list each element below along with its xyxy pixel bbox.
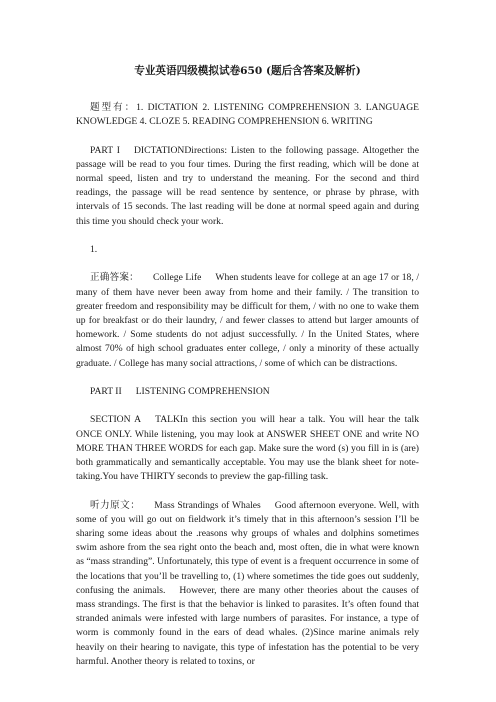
item-number — [76, 243, 419, 257]
part1-directions — [76, 144, 419, 229]
answer-title: College Life — [152, 272, 202, 284]
transcript-block — [76, 499, 419, 669]
answer-block — [76, 271, 419, 370]
transcript-label: 听力原文： — [90, 499, 141, 511]
question-types-text: 题型有：1. DICTATION 2. LISTENING COMPREHENSION 3. LANGUAGE KNOWLEDGE 4. CLOZE 5. READING COMPREHENSION 6. WRITING — [76, 102, 419, 128]
answer-body: When students leave for college at an age 17 or 18, / many of them have never been away from home and their family. / The transition to greater freedom and responsibility may be difficult for them, / with no one to wake them up for breakfast or do their laundry, / and fewer classes to attend but larger amounts of homework. / Some students do not adjust successfully. / In the United States, where almost 70% of high school graduates enter college, / only a minority of these actually graduate. / College has many social attractions, / some of which can be distractions. — [76, 272, 420, 369]
item-number-text: 1. — [90, 244, 98, 255]
answer-label: 正确答案： — [90, 272, 139, 284]
section-a-body: In this section you will hear a talk. You will hear the talk ONCE ONLY. While listening, you may look at ANSWER SHEET ONE and write NO MORE THAN THREE WORDS for each gap. Make sure the word (s) you fill in is (are) both grammatically and semantically acceptable. You may use the blank sheet for note-taking.You have THIRTY seconds to preview the gap-filling task. — [76, 414, 419, 483]
document-title: 专业英语四级模拟试卷650 (题后含答案及解析) — [134, 65, 361, 77]
part2-heading: LISTENING COMPREHENSION — [135, 386, 270, 397]
part1-label: PART I — [90, 144, 120, 156]
transcript-body-continued: However, there are many other theories about the causes of mass strandings. The first is that the behavior is linked to parasites. It’s often found that stranded animals were infested with large numbers of parasites. For instance, a type of worm is commonly found in the ears of dead whales. (2)Since marine animals rely heavily on their hearing to navigate, this type of infestation has the potential to be very harmful. Another theory is related to toxins, or — [76, 584, 419, 667]
section-a-heading: TALK — [155, 414, 180, 426]
transcript-body: Good afternoon everyone. Well, with some of you will go out on fieldwork it’s timely that in this afternoon’s session I’ll be sharing some ideas about the .reasons why groups of whales and dolphins sometimes swim ashore from the sea right onto the beach and, most often, die in what were known as “mass stranding”. Unfortunately, this type of event is a frequent occurrence in some of the locations that you’ll be travelling to, (1) where sometimes the tide goes out suddenly, confusing the animals. — [76, 499, 420, 596]
part1-body: Directions: Listen to the following passage. Altogether the passage will be read to you four times. During the first reading, which will be done at normal speed, listen and try to understand the meaning. For the second and third readings, the passage will be read sentence by sentence, or phrase by phrase, with intervals of 15 seconds. The last reading will be done at normal speed again and during this time you should check your work. — [76, 144, 419, 227]
transcript-title: Mass Strandings of Whales — [154, 499, 261, 511]
part2-heading-line — [76, 385, 419, 399]
section-a-label: SECTION A — [90, 414, 142, 426]
question-types-line — [76, 101, 419, 129]
part1-heading: DICTATION — [133, 144, 185, 156]
section-a-directions — [76, 413, 419, 484]
part2-label: PART II — [90, 386, 122, 397]
